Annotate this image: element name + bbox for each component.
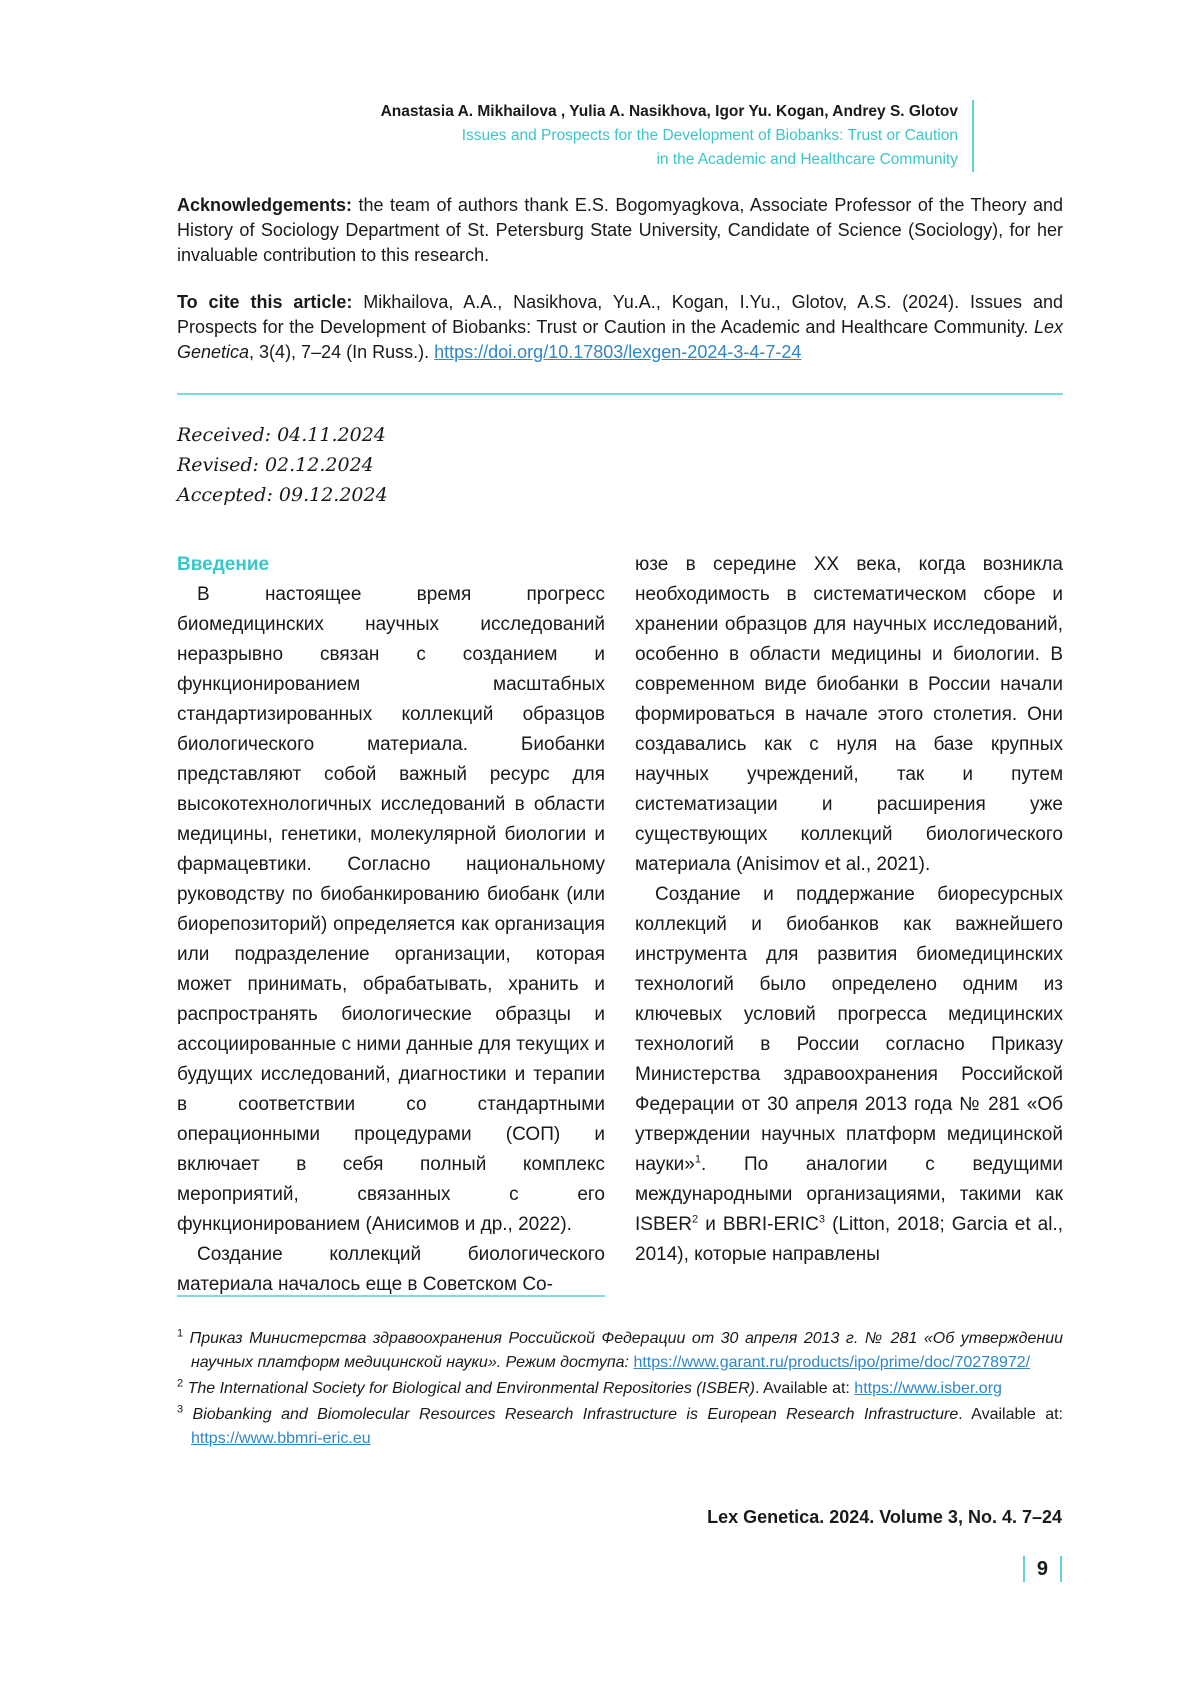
footnote-2-link[interactable]: https://www.isber.org	[854, 1380, 1002, 1397]
citation-doi-link[interactable]: https://doi.org/10.17803/lexgen-2024-3-4-7-24	[434, 342, 802, 362]
date-accepted: Accepted: 09.12.2024	[177, 484, 388, 506]
footnote-3-link[interactable]: https://www.bbmri-eric.eu	[191, 1430, 371, 1447]
acknowledgements-label: Acknowledgements:	[177, 195, 353, 215]
running-header	[381, 100, 974, 172]
citation-text: Mikhailova, A.A., Nasikhova, Yu.A., Kogan, I.Yu., Glotov, A.S. (2024). Issues and Prospects for the Development of Biobanks: Trust or Caution in the Academic and Healthcare Community.	[177, 292, 1063, 337]
date-revised: Revised: 02.12.2024	[177, 454, 374, 476]
footnote-divider	[177, 1295, 605, 1297]
footnote-number: 2	[177, 1377, 184, 1390]
paragraph	[635, 880, 1063, 1270]
section-heading: Введение	[177, 554, 270, 575]
journal-footer: Lex Genetica. 2024. Volume 3, No. 4. 7–24	[707, 1507, 1062, 1527]
footnote-2	[177, 1377, 1063, 1401]
footnote-ref-3[interactable]: 3	[818, 1213, 826, 1226]
paragraph: Создание коллекций биологического материала началось еще в Советском Со-	[177, 1244, 605, 1295]
acknowledgements	[177, 193, 1063, 268]
date-received: Received: 04.11.2024	[177, 424, 386, 446]
paragraph-text: и BBRI-ERIC	[698, 1214, 819, 1235]
footnote-3	[177, 1403, 1063, 1451]
footnote-available: . Available at:	[754, 1380, 855, 1397]
header-authors: Anastasia A. Mikhailova , Yulia A. Nasikhova, Igor Yu. Kogan, Andrey S. Glotov	[380, 103, 958, 120]
footnote-text: Biobanking and Biomolecular Resources Research Infrastructure is European Research Infrastructure	[192, 1406, 959, 1423]
header-title-line2: in the Academic and Healthcare Community	[656, 151, 958, 168]
citation	[177, 290, 1063, 365]
paragraph-text: Создание и поддержание биоресурсных коллекций и биобанков как важнейшего инструмента для развития биомедицинских технологий было определено одним из ключевых условий прогресса медицинских технологий в России согласно Приказу Министерства здравоохранения Российской Федерации от 30 апреля 2013 года № 281 «Об утверждении научных платформ медицинской науки»	[635, 884, 1063, 1175]
left-column	[177, 550, 605, 1300]
right-column	[635, 550, 1063, 1270]
paragraph: юзе в середине XX века, когда возникла необходимость в систематическом сборе и хранении образцов для научных исследований, особенно в области медицины и биологии. В современном виде биобанки в России начали формироваться в начале этого столетия. Они создавались как с нуля на базе крупных научных учреждений, так и путем систематизации и расширения уже существующих коллекций биологического материала (Anisimov et al., 2021).	[635, 554, 1063, 875]
acknowledgements-text: the team of authors thank E.S. Bogomyagkova, Associate Professor of the Theory and History of Sociology Department of St. Petersburg State University, Candidate of Science (Sociology), for her invaluable contribution to this research.	[177, 195, 1063, 265]
paragraph-text: . По аналогии с ведущими международными организациями, такими как ISBER	[635, 1154, 1063, 1235]
header-title-line1: Issues and Prospects for the Development of Biobanks: Trust or Caution	[461, 127, 958, 144]
citation-label: To cite this article:	[177, 292, 353, 312]
footnote-text: Приказ Министерства здравоохранения Российской Федерации от 30 апреля 2013 г. № 281 «Об утверждении научных платформ медицинской науки». Режим доступа:	[189, 1330, 1064, 1371]
footnote-1-link[interactable]: https://www.garant.ru/products/ipo/prime/doc/70278972/	[633, 1354, 1031, 1371]
footnote-ref-2[interactable]: 2	[692, 1213, 699, 1226]
footnotes	[177, 1327, 1063, 1453]
page-number: 9	[1023, 1556, 1062, 1582]
footnote-number: 1	[177, 1327, 184, 1340]
footnote-available: . Available at:	[958, 1406, 1063, 1423]
article-dates	[177, 420, 388, 510]
paragraph: В настоящее время прогресс биомедицинских научных исследований неразрывно связан с созданием и функционированием масштабных стандартизированных коллекций образцов биологического материала. Биобанки представляют собой важный ресурс для высокотехнологичных исследований в области медицины, генетики, молекулярной биологии и фармацевтики. Согласно национальному руководству по биобанкированию биобанк (или биорепозиторий) определяется как организация или подразделение организации, которая может принимать, обрабатывать, хранить и распространять биологические образцы и ассоциированные с ними данные для текущих и будущих исследований, диагностики и терапии в соответствии со стандартными операционными процедурами (СОП) и включает в себя полный комплекс мероприятий, связанных с его функционированием (Анисимов и др., 2022).	[177, 584, 605, 1235]
divider-top	[177, 393, 1063, 395]
paragraph-text: (Litton, 2018; Garcia et al., 2014), которые направлены	[635, 1214, 1063, 1265]
citation-journal: Lex Genetica	[177, 317, 1063, 362]
citation-details: , 3(4), 7–24 (In Russ.).	[249, 342, 435, 362]
footnote-ref-1[interactable]: 1	[694, 1153, 701, 1166]
footnote-text: The International Society for Biological and Environmental Repositories (ISBER)	[187, 1380, 755, 1397]
footnote-1	[177, 1327, 1063, 1375]
footnote-number: 3	[177, 1403, 184, 1416]
